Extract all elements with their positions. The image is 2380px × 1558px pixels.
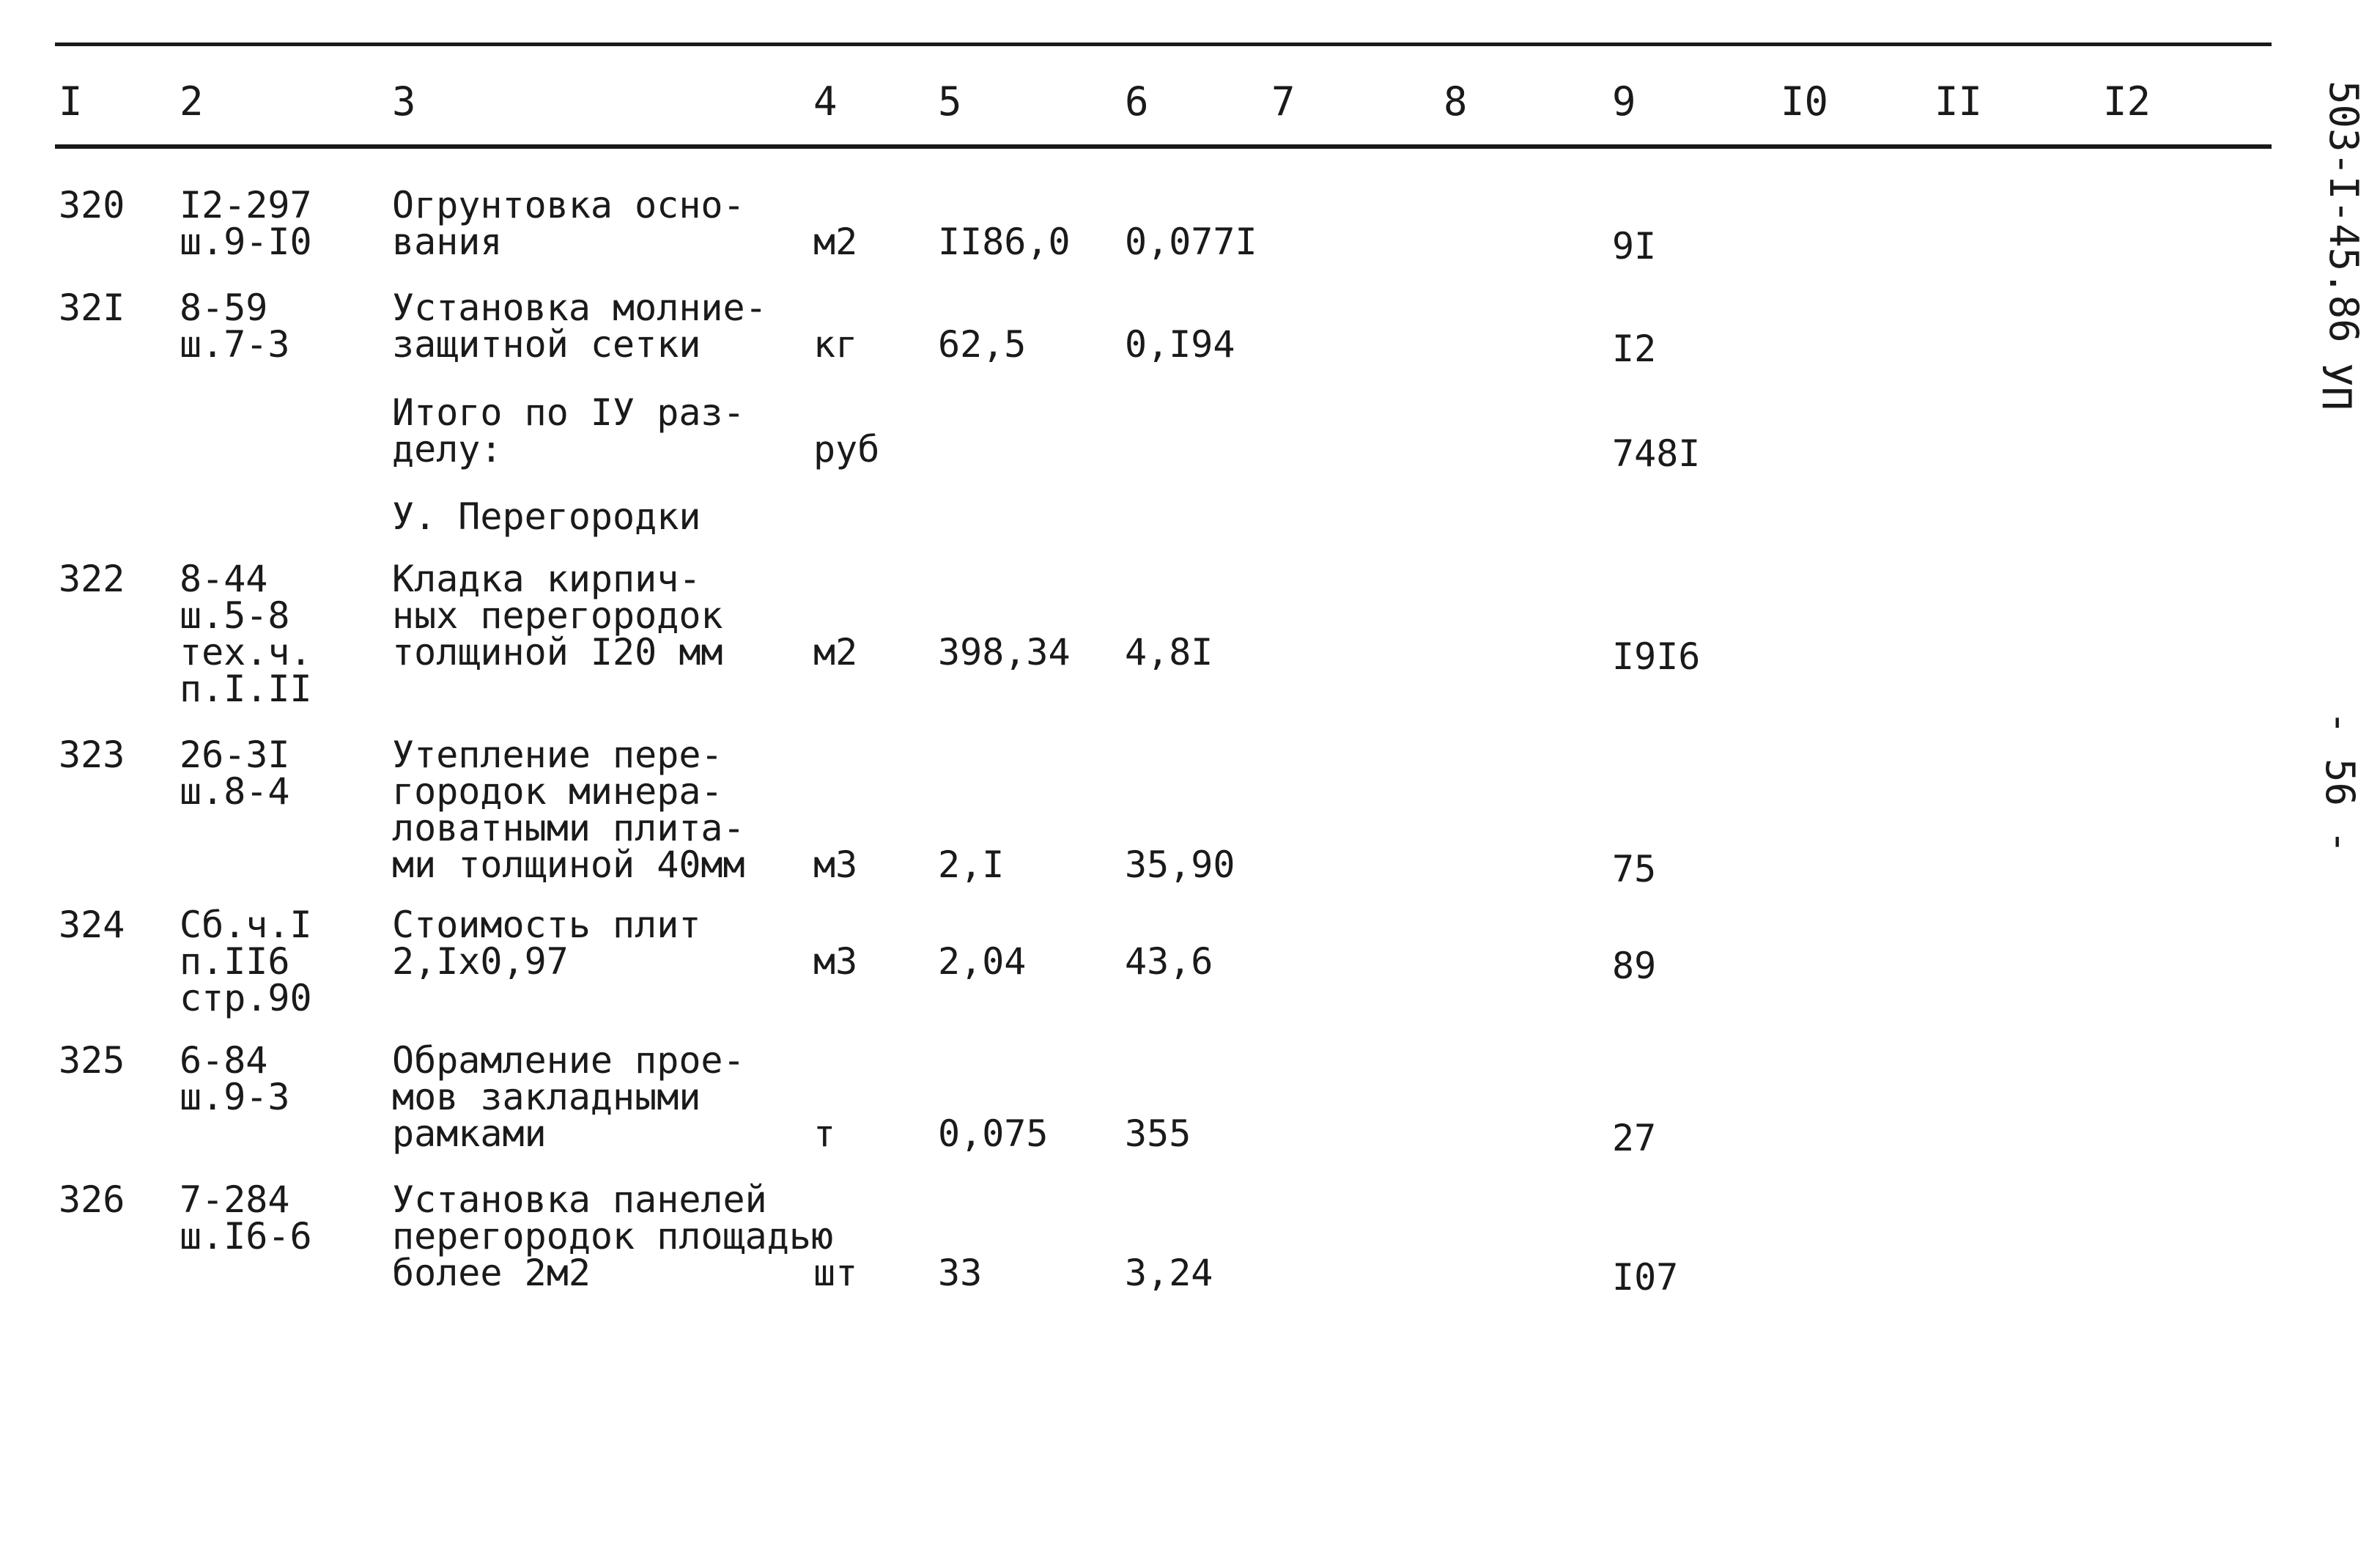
row-no: 322	[59, 558, 125, 600]
row-no: 326	[59, 1178, 125, 1221]
row-total: I9I6	[1612, 635, 1701, 678]
column-header-8: 8	[1444, 78, 1468, 125]
column-header-11: II	[1934, 78, 1983, 125]
row-total: I2	[1612, 328, 1657, 370]
row-desc: Кладка кирпич- ных перегородок толщиной I20 мм	[392, 558, 723, 673]
row-no: 320	[59, 184, 125, 226]
row-total: I07	[1612, 1256, 1679, 1299]
row-no: 324	[59, 904, 125, 946]
column-header-9: 9	[1612, 78, 1636, 125]
row-ref: 6-84 ш.9-3	[180, 1039, 290, 1118]
row-price: 43,6	[1125, 940, 1213, 983]
row-unit: шт	[813, 1252, 858, 1294]
column-header-6: 6	[1125, 78, 1149, 125]
album-number: УП	[2313, 363, 2359, 411]
row-desc: Итого по IУ раз- делу:	[392, 391, 745, 470]
row-total: 27	[1612, 1117, 1657, 1159]
row-ref: 8-59 ш.7-3	[180, 287, 290, 366]
row-total: 748I	[1612, 432, 1701, 475]
row-qty: 33	[938, 1252, 983, 1294]
row-price: 35,90	[1125, 843, 1235, 886]
column-header-12: I2	[2103, 78, 2151, 125]
row-ref: 8-44 ш.5-8 тех.ч. п.I.II	[180, 558, 312, 710]
column-header-4: 4	[813, 78, 838, 125]
top-rule	[55, 43, 2272, 46]
row-total: 75	[1612, 848, 1657, 890]
row-no: 325	[59, 1039, 125, 1082]
column-header-7: 7	[1271, 78, 1296, 125]
row-desc: Стоимость плит 2,Iх0,97	[392, 904, 701, 983]
row-unit: т	[813, 1112, 836, 1155]
row-qty: 2,04	[938, 940, 1027, 983]
column-header-5: 5	[938, 78, 962, 125]
document-code: 503-I-45.86	[2321, 81, 2367, 343]
row-ref: 26-3I ш.8-4	[180, 734, 290, 813]
column-header-3: 3	[392, 78, 416, 125]
row-qty: 398,34	[938, 631, 1071, 673]
row-unit: м3	[813, 940, 858, 983]
row-price: 0,077I	[1125, 221, 1257, 263]
row-desc: Обрамление прое- мов закладными рамками	[392, 1039, 745, 1155]
row-desc: У. Перегородки	[392, 495, 701, 538]
row-total: 9I	[1612, 225, 1657, 267]
row-unit: м2	[813, 631, 858, 673]
row-ref: I2-297 ш.9-I0	[180, 184, 312, 263]
row-desc: Установка молние- защитной сетки	[392, 287, 767, 366]
row-price: 3,24	[1125, 1252, 1213, 1294]
row-qty: II86,0	[938, 221, 1071, 263]
row-unit: м3	[813, 843, 858, 886]
row-qty: 0,075	[938, 1112, 1049, 1155]
page-number: - 56 -	[2317, 711, 2363, 854]
row-ref: 7-284 ш.I6-6	[180, 1178, 312, 1258]
row-total: 89	[1612, 945, 1657, 987]
row-no: 323	[59, 734, 125, 776]
row-qty: 62,5	[938, 323, 1027, 366]
row-desc: Установка панелей перегородок площадью более 2м2	[392, 1178, 834, 1294]
row-no: 32I	[59, 287, 125, 329]
row-ref: Сб.ч.I п.II6 стр.90	[180, 904, 312, 1019]
column-header-2: 2	[180, 78, 204, 125]
row-price: 0,I94	[1125, 323, 1235, 366]
row-desc: Огрунтовка осно- вания	[392, 184, 745, 263]
row-desc: Утепление пере- городок минера- ловатными плита- ми толщиной 40мм	[392, 734, 745, 886]
row-qty: 2,I	[938, 843, 1005, 886]
row-price: 4,8I	[1125, 631, 1213, 673]
row-unit: м2	[813, 221, 858, 263]
row-price: 355	[1125, 1112, 1191, 1155]
row-unit: кг	[813, 323, 858, 366]
row-unit: руб	[813, 428, 880, 470]
column-header-10: I0	[1781, 78, 1829, 125]
column-header-1: I	[59, 78, 83, 125]
header-rule	[55, 144, 2272, 149]
